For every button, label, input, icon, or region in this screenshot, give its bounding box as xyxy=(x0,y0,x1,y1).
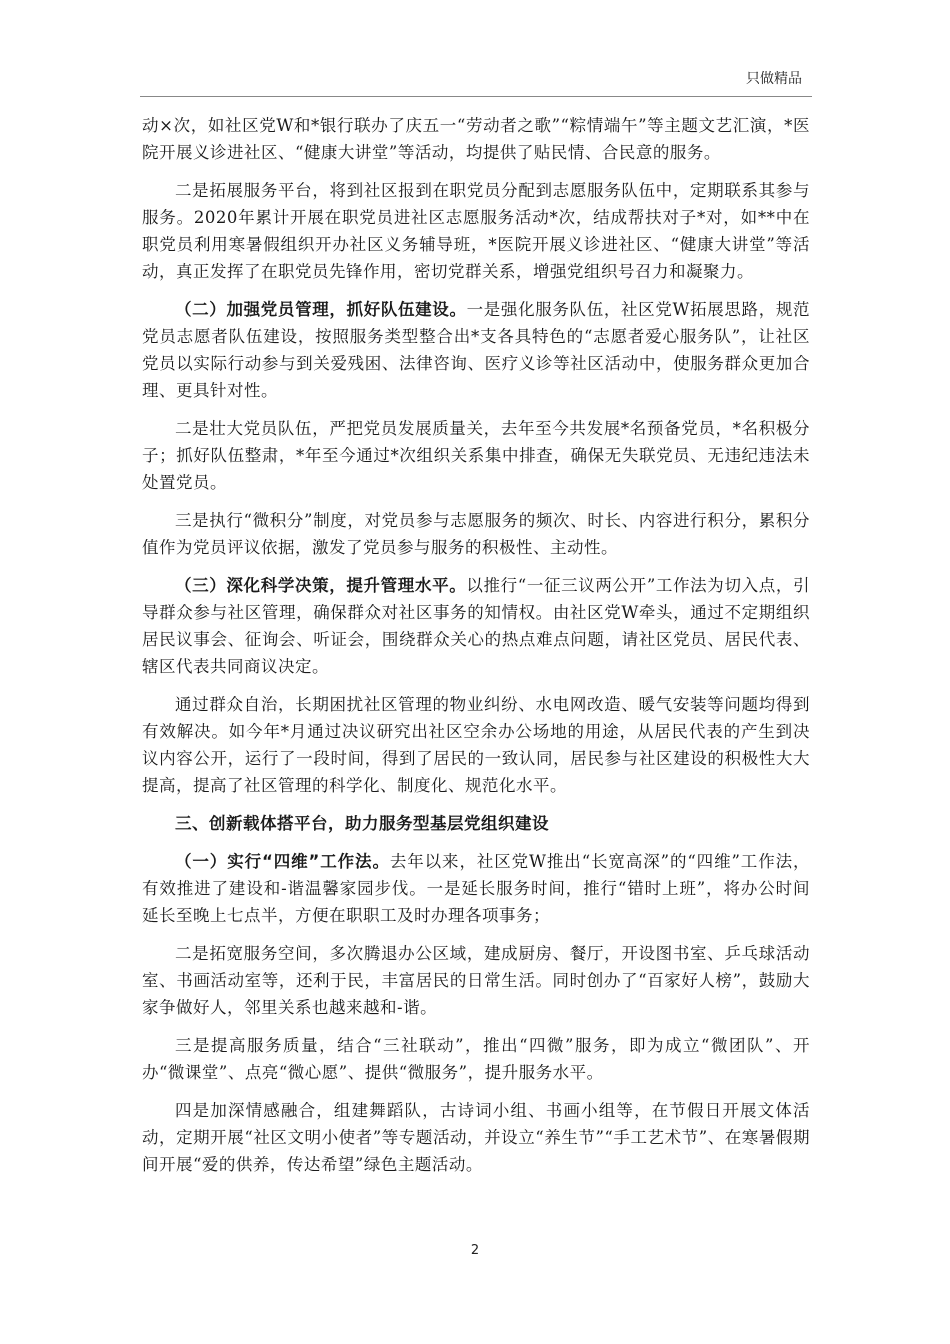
section-lead: （二）加强党员管理，抓好队伍建设。 xyxy=(175,300,467,319)
paragraph-7: 通过群众自治，长期困扰社区管理的物业纠纷、水电网改造、暖气安装等问题均得到有效解决。如今年*月通过决议研究出社区空余办公场地的用途，从居民代表的产生到决议内容公开，运行了一段时间，得到了居民的一致认同，居民参与社区建设的积极性大大提高，提高了社区管理的科学化、制度化、规范化水平。 xyxy=(142,695,810,795)
header-rule xyxy=(140,96,812,97)
paragraph-1: 动×次，如社区党W和*银行联办了庆五一“劳动者之歌”“粽情端午”等主题文艺汇演，*医院开展义诊进社区、“健康大讲堂”等活动，均提供了贴民情、合民意的服务。 xyxy=(142,116,810,162)
paragraph-6 xyxy=(142,572,810,680)
paragraph-12: 四是加深情感融合，组建舞蹈队，古诗词小组、书画小组等，在节假日开展文体活动，定期开展“社区文明小使者”等专题活动，并设立“养生节”“手工艺术节”、在寒暑假期间开展“爱的供养，传达希望”绿色主题活动。 xyxy=(142,1101,810,1174)
paragraph-9 xyxy=(142,848,810,929)
paragraph-2: 二是拓展服务平台，将到社区报到在职党员分配到志愿服务队伍中，定期联系其参与服务。2020年累计开展在职党员进社区志愿服务活动*次，结成帮扶对子*对，如**中在职党员利用寒暑假组织开办社区义务辅导班，*医院开展义诊进社区、“健康大讲堂”等活动，真正发挥了在职党员先锋作用，密切党群关系，增强党组织号召力和凝聚力。 xyxy=(142,181,810,281)
header-mark: 只做精品 xyxy=(746,71,802,87)
paragraph-5: 三是执行“微积分”制度，对党员参与志愿服务的频次、时长、内容进行积分，累积分值作为党员评议依据，激发了党员参与服务的积极性、主动性。 xyxy=(142,511,810,557)
paragraph-4: 二是壮大党员队伍，严把党员发展质量关，去年至今共发展*名预备党员，*名积极分子；抓好队伍整肃，*年至今通过*次组织关系集中排查，确保无失联党员、无违纪违法未处置党员。 xyxy=(142,419,810,492)
paragraph-text: 去年以来，社区党W推出“长宽高深”的“四维”工作法，有效推进了建设和-谐温馨家园步伐。一是延长服务时间，推行“错时上班”，将办公时间延长至晚上七点半，方便在职职工及时办理各项事务； xyxy=(142,852,810,925)
paragraph-11: 三是提高服务质量，结合“三社联动”，推出“四微”服务，即为成立“微团队”、开办“微课堂”、点亮“微心愿”、提供“微服务”，提升服务水平。 xyxy=(142,1036,810,1082)
section-lead: （三）深化科学决策，提升管理水平。 xyxy=(175,576,467,595)
paragraph-text: 以推行“一征三议两公开”工作法为切入点，引导群众参与社区管理，确保群众对社区事务的知情权。由社区党W牵头，通过不定期组织居民议事会、征询会、听证会，围绕群众关心的热点难点问题，请社区党员、居民代表、辖区代表共同商议决定。 xyxy=(142,576,811,676)
paragraph-text: 一是强化服务队伍，社区党W拓展思路，规范党员志愿者队伍建设，按照服务类型整合出*支各具特色的“志愿者爱心服务队”，让社区党员以实际行动参与到关爱残困、法律咨询、医疗义诊等社区活动中，使服务群众更加合理、更具针对性。 xyxy=(142,300,811,400)
paragraph-10: 二是拓宽服务空间，多次腾退办公区域，建成厨房、餐厅，开设图书室、乒乓球活动室、书画活动室等，还利于民，丰富居民的日常生活。同时创办了“百家好人榜”，鼓励大家争做好人，邻里关系也越来越和-谐。 xyxy=(142,944,810,1017)
section-heading: 三、创新载体搭平台，助力服务型基层党组织建设 xyxy=(175,814,549,833)
paragraph-3 xyxy=(142,296,810,404)
section-lead: （一）实行“四维”工作法。 xyxy=(175,852,390,871)
page-number: 2 xyxy=(470,1243,480,1258)
document-body xyxy=(142,112,810,1189)
